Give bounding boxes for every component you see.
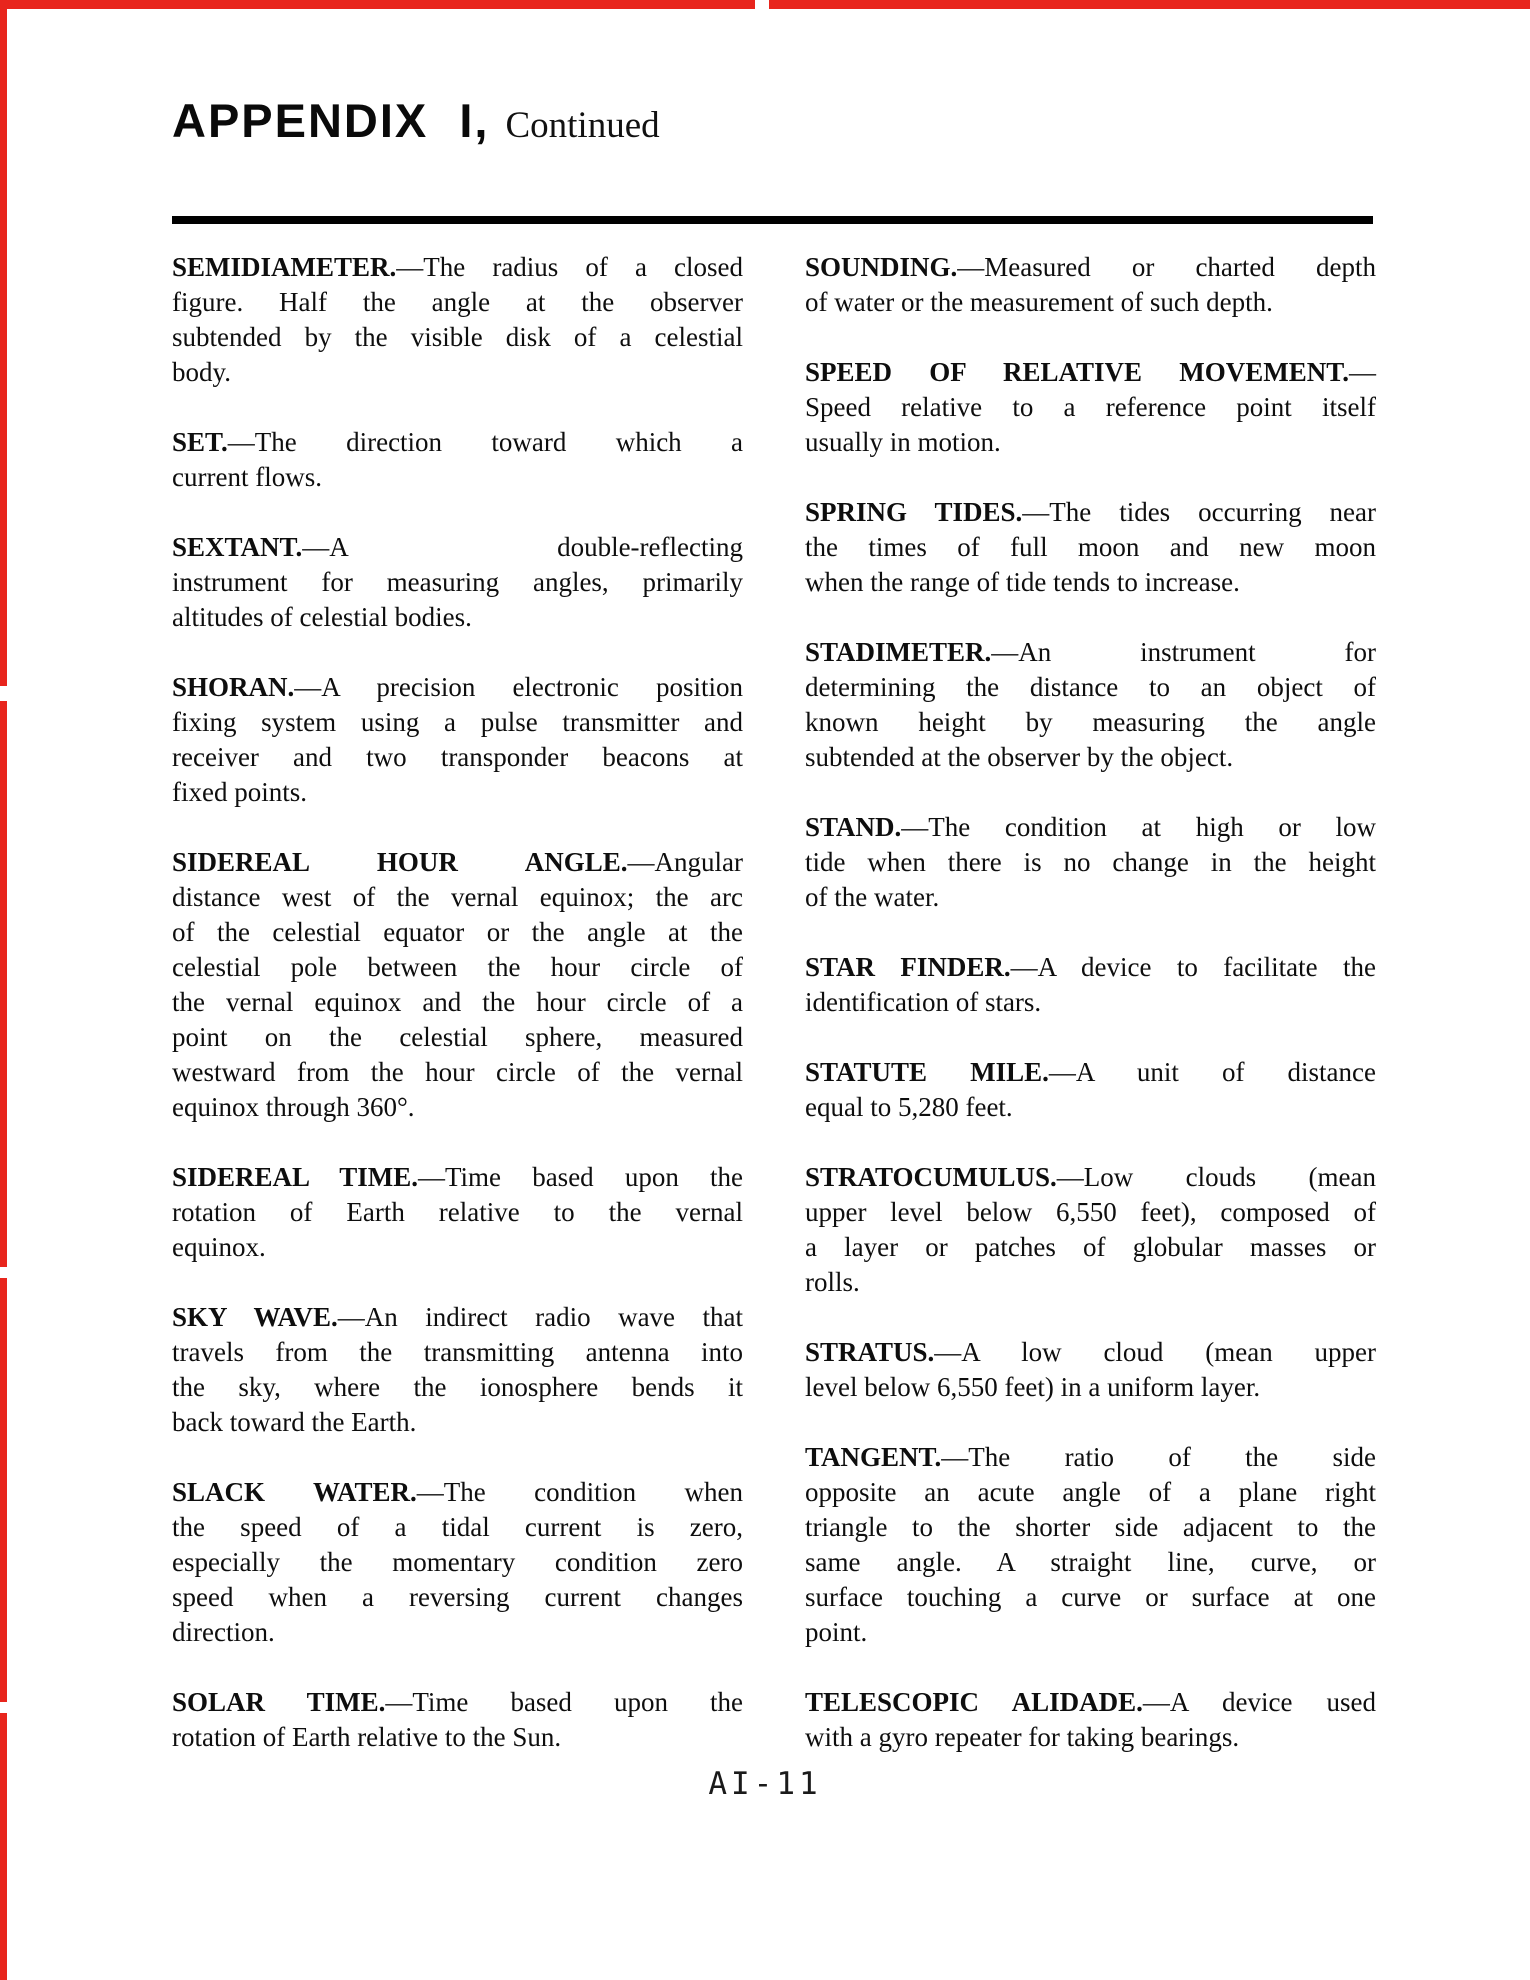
term-text: SHORAN. <box>172 672 295 702</box>
definition-line: equinox through 360°. <box>172 1092 415 1122</box>
definition-line <box>172 670 743 705</box>
definition-line: the vernal equinox and the hour circle of a <box>172 987 743 1017</box>
definition-first-line: —Measured or charted depth <box>957 252 1376 282</box>
definition-line: westward from the hour circle of the vernal <box>172 1057 743 1087</box>
term-text: SET. <box>172 427 228 457</box>
definition-line: identification of stars. <box>805 987 1042 1017</box>
definition-first-line: —A precision electronic position <box>294 672 743 702</box>
definition-line <box>805 950 1376 985</box>
term-text: STADIMETER. <box>805 637 992 667</box>
definition-line <box>172 425 743 460</box>
glossary-column-right <box>805 250 1376 1790</box>
term-text: TANGENT. <box>805 1442 942 1472</box>
definition-first-line: —A double-reflecting <box>302 532 743 562</box>
definition-line: the sky, where the ionosphere bends it <box>172 1372 743 1402</box>
term-text: SLACK WATER. <box>172 1477 417 1507</box>
definition-line <box>172 1685 743 1720</box>
definition-line <box>805 1055 1376 1090</box>
scan-artifact-left-mark <box>0 701 7 1267</box>
term-text: STATUTE MILE. <box>805 1057 1049 1087</box>
definition-first-line: —A device to facilitate the <box>1010 952 1376 982</box>
glossary-entry <box>805 1160 1376 1300</box>
definition-line: determining the distance to an object of <box>805 672 1376 702</box>
definition-line: known height by measuring the angle <box>805 707 1376 737</box>
appendix-title-continued: Continued <box>505 105 660 146</box>
definition-line: subtended at the observer by the object. <box>805 742 1234 772</box>
term-text: SKY WAVE. <box>172 1302 338 1332</box>
definition-first-line: —The direction toward which a <box>227 427 743 457</box>
definition-line <box>172 530 743 565</box>
glossary-entry <box>172 1475 743 1650</box>
glossary-columns <box>172 250 1376 1790</box>
glossary-entry <box>805 1335 1376 1405</box>
definition-first-line: —An indirect radio wave that <box>337 1302 743 1332</box>
definition-line: opposite an acute angle of a plane right <box>805 1477 1376 1507</box>
definition-first-line: —The radius of a closed <box>396 252 743 282</box>
definition-line: fixed points. <box>172 777 307 807</box>
definition-first-line: —Time based upon the <box>385 1687 744 1717</box>
glossary-entry <box>805 1685 1376 1755</box>
definition-line <box>172 845 743 880</box>
term-text: SPEED OF RELATIVE MOVEMENT. <box>805 357 1349 387</box>
definition-line <box>805 1685 1376 1720</box>
definition-line: of water or the measurement of such depth. <box>805 287 1273 317</box>
definition-line: distance west of the vernal equinox; the arc <box>172 882 743 912</box>
definition-line: of the celestial equator or the angle at the <box>172 917 743 947</box>
definition-first-line: —The tides occurring near <box>1022 497 1376 527</box>
definition-line: of the water. <box>805 882 940 912</box>
definition-line <box>805 1440 1376 1475</box>
page-title <box>172 0 1376 158</box>
definition-line: the times of full moon and new moon <box>805 532 1376 562</box>
page-number: AI-11 <box>708 1766 822 1802</box>
term-text: STAR FINDER. <box>805 952 1011 982</box>
scan-artifact-left-mark <box>0 1713 7 1980</box>
term-text: SEMIDIAMETER. <box>172 252 397 282</box>
definition-line: instrument for measuring angles, primarily <box>172 567 743 597</box>
definition-line: rolls. <box>805 1267 860 1297</box>
definition-line <box>805 250 1376 285</box>
glossary-entry <box>805 1055 1376 1125</box>
definition-line <box>805 355 1376 390</box>
glossary-entry <box>172 425 743 495</box>
definition-first-line: —A unit of distance <box>1048 1057 1376 1087</box>
definition-line <box>172 1300 743 1335</box>
definition-line: upper level below 6,550 feet), composed of <box>805 1197 1376 1227</box>
glossary-entry <box>172 1300 743 1440</box>
definition-line <box>805 810 1376 845</box>
definition-line <box>172 250 743 285</box>
definition-line: body. <box>172 357 231 387</box>
definition-line: with a gyro repeater for taking bearings. <box>805 1722 1240 1752</box>
definition-line: usually in motion. <box>805 427 1001 457</box>
definition-line: triangle to the shorter side adjacent to the <box>805 1512 1376 1542</box>
definition-line: fixing system using a pulse transmitter and <box>172 707 743 737</box>
definition-first-line: —An instrument for <box>991 637 1376 667</box>
glossary-entry <box>805 495 1376 600</box>
glossary-entry <box>172 530 743 635</box>
definition-line: equal to 5,280 feet. <box>805 1092 1013 1122</box>
term-text: STRATUS. <box>805 1337 935 1367</box>
definition-first-line: — <box>1349 357 1376 387</box>
definition-line: receiver and two transponder beacons at <box>172 742 743 772</box>
definition-line: subtended by the visible disk of a celestial <box>172 322 743 352</box>
definition-line: celestial pole between the hour circle of <box>172 952 743 982</box>
definition-first-line: —Angular <box>627 847 743 877</box>
definition-line: Speed relative to a reference point itself <box>805 392 1376 422</box>
glossary-entry <box>172 670 743 810</box>
definition-line: rotation of Earth relative to the vernal <box>172 1197 743 1227</box>
definition-line <box>172 1160 743 1195</box>
definition-line <box>805 1160 1376 1195</box>
glossary-column-left <box>172 250 743 1790</box>
term-text: SPRING TIDES. <box>805 497 1023 527</box>
definition-first-line: —The condition at high or low <box>901 812 1376 842</box>
term-text: TELESCOPIC ALIDADE. <box>805 1687 1143 1717</box>
glossary-entry <box>172 845 743 1125</box>
glossary-entry <box>805 635 1376 775</box>
definition-line <box>805 1335 1376 1370</box>
page-content <box>172 0 1376 1790</box>
glossary-entry <box>805 355 1376 460</box>
definition-line: current flows. <box>172 462 322 492</box>
term-text: SOUNDING. <box>805 252 958 282</box>
definition-line: rotation of Earth relative to the Sun. <box>172 1722 562 1752</box>
definition-first-line: —A low cloud (mean upper <box>934 1337 1376 1367</box>
definition-line: point on the celestial sphere, measured <box>172 1022 743 1052</box>
definition-line: equinox. <box>172 1232 266 1262</box>
definition-line: same angle. A straight line, curve, or <box>805 1547 1376 1577</box>
divider-rule <box>172 216 1373 224</box>
term-text: SOLAR TIME. <box>172 1687 386 1717</box>
scan-artifact-left-mark <box>0 1278 7 1702</box>
definition-line: figure. Half the angle at the observer <box>172 287 743 317</box>
term-text: STAND. <box>805 812 902 842</box>
definition-line: point. <box>805 1617 868 1647</box>
term-text: SIDEREAL HOUR ANGLE. <box>172 847 628 877</box>
definition-first-line: —Time based upon the <box>418 1162 743 1192</box>
definition-line <box>805 495 1376 530</box>
glossary-entry <box>172 1160 743 1265</box>
definition-line: altitudes of celestial bodies. <box>172 602 472 632</box>
definition-line: speed when a reversing current changes <box>172 1582 743 1612</box>
glossary-entry <box>805 950 1376 1020</box>
glossary-entry <box>805 250 1376 320</box>
glossary-entry <box>805 810 1376 915</box>
definition-line: a layer or patches of globular masses or <box>805 1232 1376 1262</box>
definition-first-line: —The ratio of the side <box>941 1442 1376 1472</box>
definition-line: the speed of a tidal current is zero, <box>172 1512 743 1542</box>
term-text: SEXTANT. <box>172 532 303 562</box>
definition-line <box>805 635 1376 670</box>
appendix-title: APPENDIX I, <box>172 94 490 147</box>
definition-first-line: —Low clouds (mean <box>1056 1162 1376 1192</box>
definition-line: especially the momentary condition zero <box>172 1547 743 1577</box>
definition-line: back toward the Earth. <box>172 1407 417 1437</box>
term-text: STRATOCUMULUS. <box>805 1162 1057 1192</box>
definition-line: when the range of tide tends to increase. <box>805 567 1240 597</box>
glossary-entry <box>172 250 743 390</box>
glossary-entry <box>172 1685 743 1755</box>
definition-first-line: —A device used <box>1142 1687 1376 1717</box>
scan-artifact-left-mark <box>0 0 7 686</box>
definition-line <box>172 1475 743 1510</box>
definition-line: direction. <box>172 1617 275 1647</box>
definition-line: level below 6,550 feet) in a uniform layer. <box>805 1372 1261 1402</box>
glossary-entry <box>805 1440 1376 1650</box>
definition-line: travels from the transmitting antenna into <box>172 1337 743 1367</box>
term-text: SIDEREAL TIME. <box>172 1162 418 1192</box>
definition-line: tide when there is no change in the height <box>805 847 1376 877</box>
definition-line: surface touching a curve or surface at one <box>805 1582 1376 1612</box>
definition-first-line: —The condition when <box>416 1477 743 1507</box>
